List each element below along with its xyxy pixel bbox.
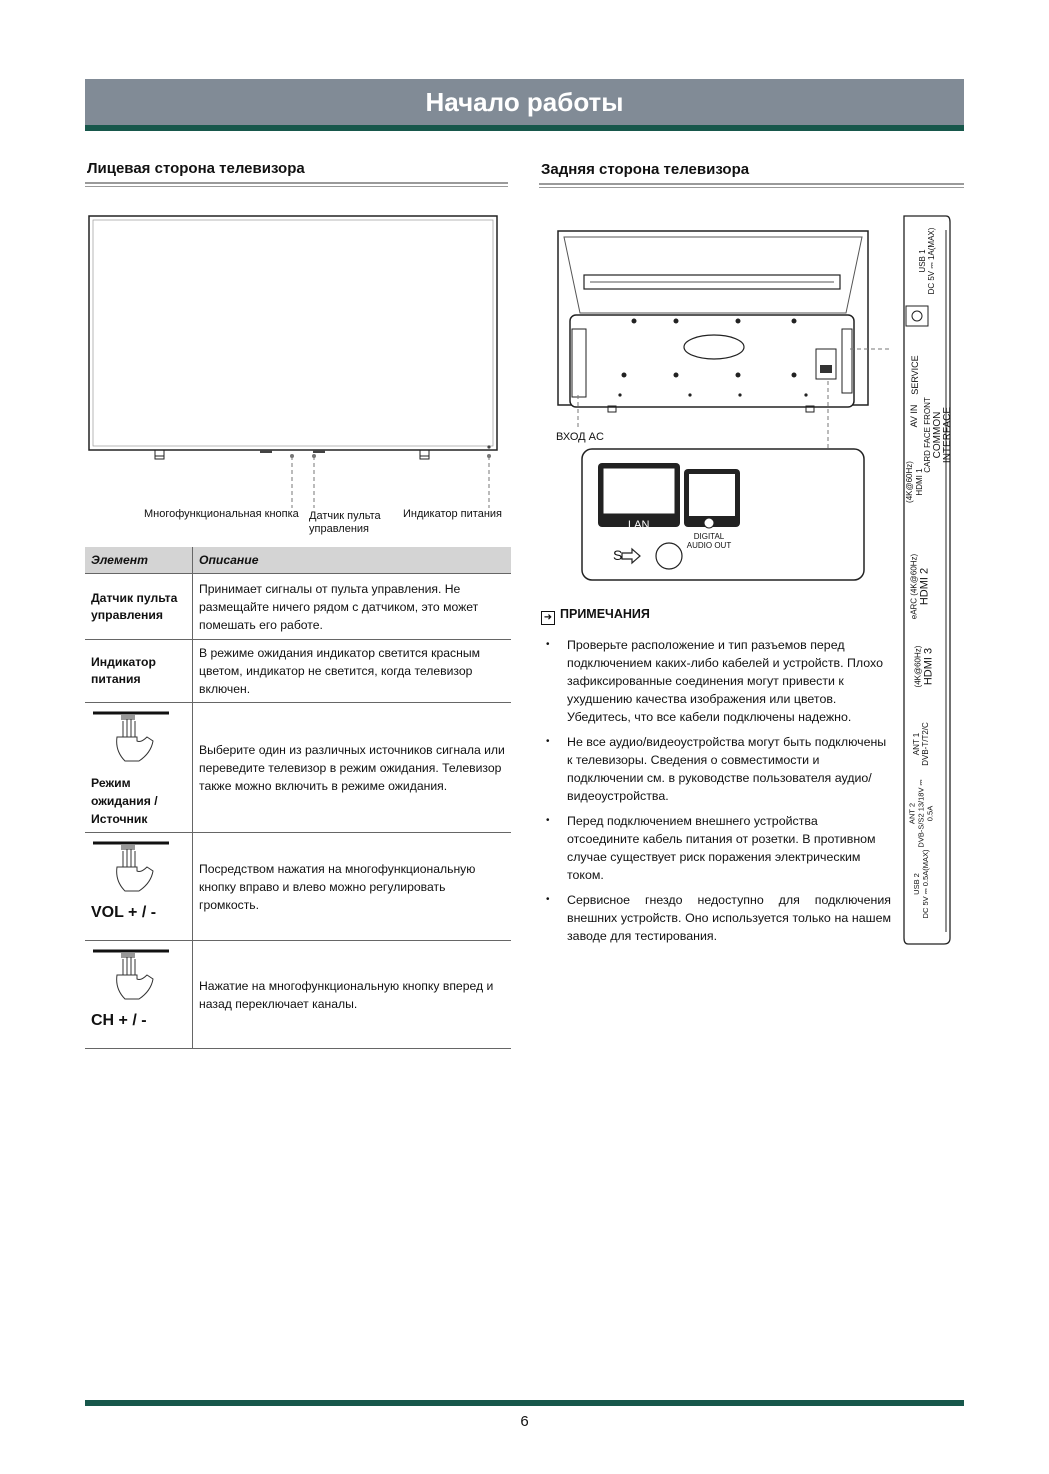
hdmi1-port-label: HDMI 1: [915, 468, 924, 496]
back-title-rule-2: [539, 187, 964, 188]
notes-heading: [541, 607, 650, 625]
table-row: [85, 833, 511, 941]
usb2-port-label: USB 2: [912, 873, 921, 895]
col-element: Элемент: [85, 547, 193, 574]
card-face-front-label: CARD FACE FRONT: [923, 397, 932, 473]
service-port-label: SERVICE: [910, 355, 920, 395]
front-tv-diagram: [85, 210, 515, 510]
usb1-port-sub: DC 5V ⎓ 1A(MAX): [927, 227, 936, 295]
ch-label: CH + / -: [91, 1012, 147, 1029]
front-tv-frame: [89, 216, 497, 450]
element-cell: Индикатор питания: [85, 640, 193, 703]
s-label: S: [613, 547, 623, 563]
back-section-title: Задняя сторона телевизора: [541, 161, 750, 178]
standby-source-label: Режим ожидания / Источник: [91, 776, 158, 826]
description-cell: В режиме ожидания индикатор светится красным цветом, индикатор не светится, когда телевизор включен.: [193, 640, 512, 703]
table-row: [85, 640, 511, 703]
lan-label: LAN: [628, 519, 650, 531]
page-number: 6: [520, 1413, 529, 1430]
ant1-port-label: ANT 1: [912, 732, 921, 756]
list-item: • Проверьте расположение и тип разъемов перед подключением каких-либо кабелей и устройств. Плохо зафиксированные соединения могут привести к ухудшению качества изображения или цветов. Убедитесь, что все кабели подключены надежно.: [541, 636, 891, 726]
elements-table: [85, 547, 511, 1049]
table-row: [85, 703, 511, 833]
remote-sensor-mark: [313, 450, 325, 453]
hand-press-icon: [91, 945, 171, 1001]
list-item: • Перед подключением внешнего устройства отсоедините кабель питания от розетки. В противном случае существует риск поражения электрическим током.: [541, 812, 891, 884]
usb2-port-sub: DC 5V ⎓ 0.5A(MAX): [921, 849, 930, 919]
col-description: Описание: [193, 547, 512, 574]
notes-list: [541, 636, 891, 952]
front-section-title: Лицевая сторона телевизора: [87, 160, 305, 177]
ant1-port-sub: DVB-T/T2/C: [921, 722, 930, 766]
hand-press-icon: [91, 837, 171, 893]
ac-input-label: ВХОД AC: [556, 431, 604, 443]
table-row: [85, 941, 511, 1049]
back-tv-panel: [570, 315, 854, 407]
multifunction-label: Многофункциональная кнопка: [144, 508, 299, 520]
page-banner: Начало работы: [85, 79, 964, 125]
vol-label: VOL + / -: [91, 904, 157, 921]
common-interface-label: COMMON INTERFACE: [932, 406, 953, 464]
description-cell: Принимает сигналы от пульта управления. Не размещайте ничего рядом с датчиком, это может помешать его работе.: [193, 574, 512, 640]
list-item: • Сервисное гнездо недоступно для подключения внешних устройств. Оно используется только на нашем заводе для тестирования.: [541, 891, 891, 945]
ant2-port-label: ANT 2: [907, 802, 917, 825]
remote-sensor-label: Датчик пульта управления: [309, 510, 381, 535]
hdmi2-port-sub: eARC (4K@60Hz): [909, 553, 919, 620]
back-tv-diagram: [550, 225, 890, 585]
element-cell: Датчик пульта управления: [85, 574, 193, 640]
hdmi3-port-label: HDMI 3: [922, 647, 935, 686]
front-tv-left-foot: [155, 450, 164, 459]
table-row: [85, 574, 511, 640]
power-indicator-label: Индикатор питания: [403, 508, 502, 520]
front-title-rule-2: [85, 186, 508, 187]
note-arrow-icon: ➜: [541, 611, 555, 625]
front-title-rule: [85, 182, 508, 184]
hand-press-icon: [91, 707, 171, 769]
power-indicator-mark: [487, 445, 490, 448]
front-tv-right-foot: [420, 450, 429, 459]
hdmi1-port-sub: (4K@60Hz): [905, 461, 914, 503]
notes-title: ПРИМЕЧАНИЯ: [560, 607, 650, 621]
description-cell: Выберите один из различных источников сигнала или переведите телевизор в режим ожидания. Телевизор также можно включить в режиме ожидания.: [193, 703, 512, 833]
avin-port-label: AV IN: [909, 404, 919, 428]
hdmi2-port-label: HDMI 2: [918, 567, 931, 606]
multifunction-button-mark: [260, 450, 272, 453]
digital-audio-out-label: DIGITAL AUDIO OUT: [686, 532, 732, 550]
list-item: • Не все аудио/видеоустройства могут быть подключены к телевизоры. Сведения о совместимости и подключении см. в руководстве пользователя аудио/видеоустройства.: [541, 733, 891, 805]
back-title-rule: [539, 183, 964, 185]
banner-rule: [85, 125, 964, 131]
usb1-port-label: USB 1: [918, 249, 927, 273]
description-cell: Посредством нажатия на многофункциональную кнопку вправо и влево можно регулировать громкость.: [193, 833, 512, 941]
ant2-port-sub: DVB-S/S2 13/18V ⎓ 0.5A: [916, 779, 935, 848]
footer-rule: [85, 1400, 964, 1406]
description-cell: Нажатие на многофункциональную кнопку вперед и назад переключает каналы.: [193, 941, 512, 1049]
hdmi3-port-sub: (4K@60Hz): [913, 645, 923, 688]
